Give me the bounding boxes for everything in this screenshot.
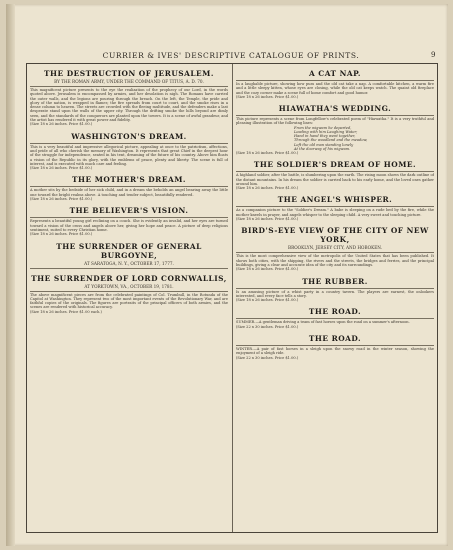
entry-rule <box>30 86 228 87</box>
entry-rule <box>236 206 434 207</box>
entry-size-price: (Size 22 x 30 inches. Price $1.00.) <box>236 355 299 360</box>
entry-description: SUMMER.—A gentleman driving a team of fast horses upon the road on a summer's afternoon. <box>236 320 410 325</box>
entry-subtitle: AT YORKTOWN, VA., OCTOBER 19, 1781. <box>84 283 174 289</box>
column-divider <box>232 64 233 532</box>
left-column <box>30 64 228 532</box>
catalogue-entry <box>30 175 228 201</box>
entry-verse-line: At the doorway of his wigwam. <box>294 146 351 151</box>
entry-title: THE ANGEL'S WHISPER. <box>277 195 393 205</box>
entry-rule <box>30 143 228 144</box>
entry-rule <box>236 252 434 253</box>
entry-size-price: (Size 18 x 26 inches. Price $1.00.) <box>236 94 299 99</box>
catalogue-entry <box>236 160 434 190</box>
entry-size-price: (Size 18 x 26 inches. Price $1.00.) <box>236 267 299 272</box>
entry-size-price: (Size 18 x 26 inches. Price $1.00.) <box>30 197 93 202</box>
page-number: 9 <box>430 51 436 59</box>
catalogue-entry <box>30 274 228 314</box>
catalogue-entry <box>236 69 434 99</box>
entry-title: THE ROAD. <box>308 334 362 344</box>
entry-title: THE BELIEVER'S VISION. <box>69 206 189 216</box>
entry-size-price: (Size 18 x 26 inches. Price $1.00.) <box>30 232 93 237</box>
entry-description: In a laughable picture, showing how puss and the old cat take a nap. A comfortable kitchen, a warm fire and a little sleepy kitten, whose eyes are closing, while the old cat keeps watch. The quaint old fireplace and the cozy corner make a scene full of home comfort and good humor. <box>236 82 434 95</box>
entry-title: THE SOLDIER'S DREAM OF HOME. <box>253 160 417 170</box>
entry-rule <box>30 291 228 292</box>
catalogue-entry <box>30 242 228 269</box>
catalogue-entry <box>236 104 434 155</box>
entry-subtitle: BY THE ROMAN ARMY, UNDER THE COMMAND OF TITUS, A. D. 70. <box>54 79 204 84</box>
entry-description: WINTER.—A pair of fast horses in a sleigh upon the snowy road in the winter season, showing the enjoyment of a sleigh ride. <box>236 347 434 356</box>
entry-description: Is an amusing picture of a whist party in a country tavern. The players are earnest, the onlookers interested, and every face tells a story. <box>236 289 434 298</box>
entry-description: Represents a beautiful young girl reclining on a couch. She is evidently an invalid, and her eyes are turned toward a vision of the cross and angels above her, giving her hope and peace. A picture of deep religious sentiment, suited to every Christian home. <box>30 219 228 232</box>
header-title: CURRIER & IVES' DESCRIPTIVE CATALOGUE OF PRINTS. <box>102 51 360 60</box>
catalogue-page <box>6 4 448 546</box>
entry-size-price: (Size 18 x 26 inches. Price $1.00.) <box>30 122 93 127</box>
entry-title: A CAT NAP. <box>309 69 361 78</box>
entry-rule <box>30 217 228 218</box>
entry-rule <box>236 80 434 81</box>
entry-description: This picture represents a scene from Longfellow's celebrated poem of "Hiawatha." It is a very truthful and pleasing illustration of the following lines: <box>236 117 434 126</box>
catalogue-entry <box>236 307 434 329</box>
entry-size-price: (Size 22 x 30 inches. Price $1.00.) <box>236 324 299 329</box>
entry-title: BIRD'S-EYE VIEW OF THE CITY OF NEW YORK, <box>241 226 429 245</box>
entry-rule <box>236 288 434 289</box>
entry-rule <box>30 186 228 187</box>
entry-rule <box>236 318 434 319</box>
entry-title: THE RUBBER. <box>302 276 368 286</box>
entry-verse-line: Through the woodland and the meadow, <box>294 138 368 143</box>
catalogue-entry <box>30 69 228 127</box>
catalogue-entry <box>236 195 434 221</box>
entry-rule <box>30 268 228 269</box>
entry-title: THE SURRENDER OF GENERAL BURGOYNE, <box>56 241 202 260</box>
entry-size-price: (Size 18 x 26 inches. Price $1.00.) <box>236 186 299 191</box>
entry-description: The above magnificent pieces are from the celebrated paintings of Col. Trumbull, in the Rotunda of the Capitol at Washington. They represent two of the most important events of the Revolutionary War, and are faithful copies of the originals. The figures are portraits of the principal officers of both armies, and the scenes are rendered with historical accuracy. <box>30 292 228 310</box>
entry-rule <box>236 171 434 172</box>
entry-size-price: (Size 18 x 26 inches. Price $1.00.) <box>30 166 93 171</box>
catalogue-entry <box>30 206 228 236</box>
entry-rule <box>236 115 434 116</box>
entry-size-price: (Size 18 x 26 inches. Price $1.00.) <box>236 217 299 222</box>
right-column <box>236 64 434 532</box>
entry-verse-line: Hand in hand they went together, <box>294 134 356 139</box>
entry-description: As a companion picture to the "Soldier's Dream." A babe is sleeping on a rude bed by the fire, while the mother kneels in prayer, and angels whisper to the sleeping child. A very sweet and touching picture. <box>236 208 434 217</box>
entry-size-price: (Size 18 x 26 inches. Price $1.00.) <box>236 298 299 303</box>
book-spine-shadow <box>6 4 15 546</box>
entry-title: THE SURRENDER OF LORD CORNWALLIS, <box>31 273 227 283</box>
entry-size-price: (Size 18 x 26 inches. Price $1.00 each.) <box>30 309 102 314</box>
catalogue-frame <box>26 63 438 533</box>
entry-subtitle: BROOKLYN, JERSEY CITY, AND HOBOKEN. <box>288 245 382 251</box>
entry-description: This is the most comprehensive view of the metropolis of the United States that has been published. It shows both cities, with the shipping, the rivers and the streets, the bridges and ferries, and the principal buildings, giving a clear and accurate idea of the city and its surroundings. <box>236 254 434 267</box>
entry-description: This is a very beautiful and impressive allegorical picture, appealing at once to the patriotism, affections, and pride of all who cherish the memory of Washington. It represents that great Chief in the deepest hour of the struggle for independence, seated in his tent, dreaming of the future of his country. Above him floats a vision of the Republic in its glory, with the emblems of peace, plenty and liberty. The scene is full of interest, and is executed with much care and feeling. <box>30 144 228 166</box>
catalogue-entry <box>236 277 434 303</box>
catalogue-entry <box>236 226 434 271</box>
entry-verse-line: Left the old man standing lonely <box>294 142 354 147</box>
entry-title: HIAWATHA'S WEDDING. <box>278 104 392 114</box>
entry-title: WASHINGTON'S DREAM. <box>71 131 187 141</box>
entry-description: A mother sits by the bedside of her sick child, and in a dream she beholds an angel bearing away the little one toward the bright realms above. A touching and tender subject, beautifully rendered. <box>30 188 228 197</box>
entry-verse-line: From the wigwam he departed, <box>294 125 352 130</box>
entry-rule <box>236 345 434 346</box>
catalogue-entry <box>30 132 228 171</box>
entry-title: THE MOTHER'S DREAM. <box>72 175 186 185</box>
entry-verse-line: Leading with him Laughing Water; <box>294 129 358 134</box>
entry-title: THE DESTRUCTION OF JERUSALEM. <box>44 69 214 78</box>
entry-subtitle: AT SARATOGA, N. Y., OCTOBER 17, 1777. <box>84 260 174 266</box>
entry-description: A highland soldier, after the battle, is slumbering upon the earth. The rising moon shows the dark outline of the distant mountains. In his dream the soldier is carried back to his early home, and the loved ones gather around him. <box>236 173 434 186</box>
catalogue-entry <box>236 334 434 360</box>
entry-description: This magnificent picture presents to the eye the realization of the prophecy of our Lord, in the words quoted above. Jerusalem is encompassed by armies, and her desolation is nigh. The Romans have carried the outer walls, and the legions are pouring through the breach. On the left, the Temple, the pride and glory of the nation, is wrapped in flames; the fire spreads from court to court, and the smoke rises in a dense column to heaven. The streets are crowded with the fleeing multitude, and the defenders make a last desperate stand upon the walls of the upper city. Through the drifting smoke the hills beyond are dimly seen, and the standards of the conquerors are planted upon the towers. It is a scene of awful grandeur, and the artist has rendered it with great power and fidelity. <box>30 88 228 123</box>
entry-size-price: (Size 18 x 26 inches. Price $1.00.) <box>236 151 299 155</box>
entry-title: THE ROAD. <box>308 307 362 317</box>
